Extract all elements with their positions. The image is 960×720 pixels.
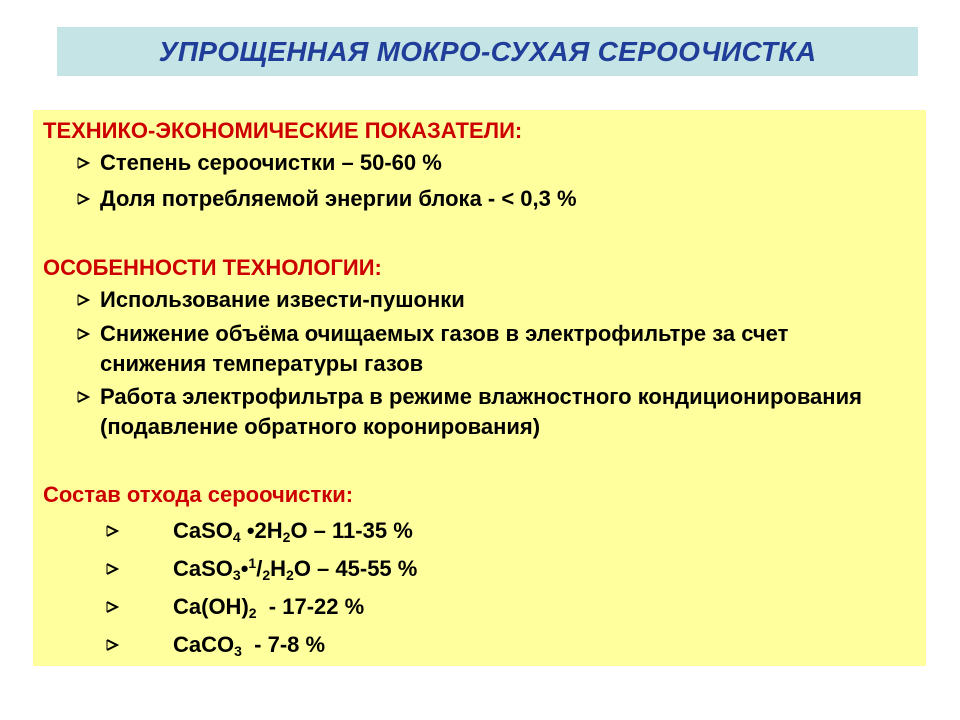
section-heading-features: ОСОБЕННОСТИ ТЕХНОЛОГИИ:: [43, 255, 382, 280]
arrow-bullet-icon: [74, 382, 94, 412]
arrow-bullet-icon: [74, 148, 94, 178]
arrow-bullet-icon: [103, 630, 123, 660]
formula-text: $CaSO_3•^1/_2H_2O - 45-55$ %: [173, 555, 418, 583]
list-item-text: Степень сероочистки – 50-60 %: [100, 150, 442, 175]
list-item-text: Работа электрофильтра в режиме влажностного кондиционирования (подавление обратного коронирования): [100, 384, 862, 439]
arrow-bullet-icon: [103, 592, 123, 622]
arrow-bullet-icon: [103, 516, 123, 546]
formula-text: CaCO$_3$ - 7-8 %: [173, 632, 326, 659]
page-title: УПРОЩЕННАЯ МОКРО-СУХАЯ СЕРООЧИСТКА: [158, 35, 817, 67]
arrow-bullet-icon: [74, 319, 94, 349]
content-panel: [33, 110, 926, 666]
arrow-bullet-icon: [103, 554, 123, 584]
list-item-text: Использование извести-пушонки: [100, 287, 465, 312]
formula-text: $Ca(OH)_2 - 17-22$ %: [173, 594, 365, 621]
section-heading-composition: Состав отхода сероочистки:: [43, 482, 354, 507]
formula-text: CaSO$_4$ $•2H_2O - 11-35$ %: [173, 518, 413, 545]
list-item-text: Доля потребляемой энергии блока - < 0,3 %: [100, 186, 577, 211]
title-banner: [57, 27, 918, 76]
section-heading-indicators: ТЕХНИКО-ЭКОНОМИЧЕСКИЕ ПОКАЗАТЕЛИ:: [43, 118, 523, 143]
list-item-text: Снижение объёма очищаемых газов в электрофильтре за счет снижения температуры газов: [100, 321, 789, 376]
arrow-bullet-icon: [74, 285, 94, 315]
arrow-bullet-icon: [74, 184, 94, 214]
